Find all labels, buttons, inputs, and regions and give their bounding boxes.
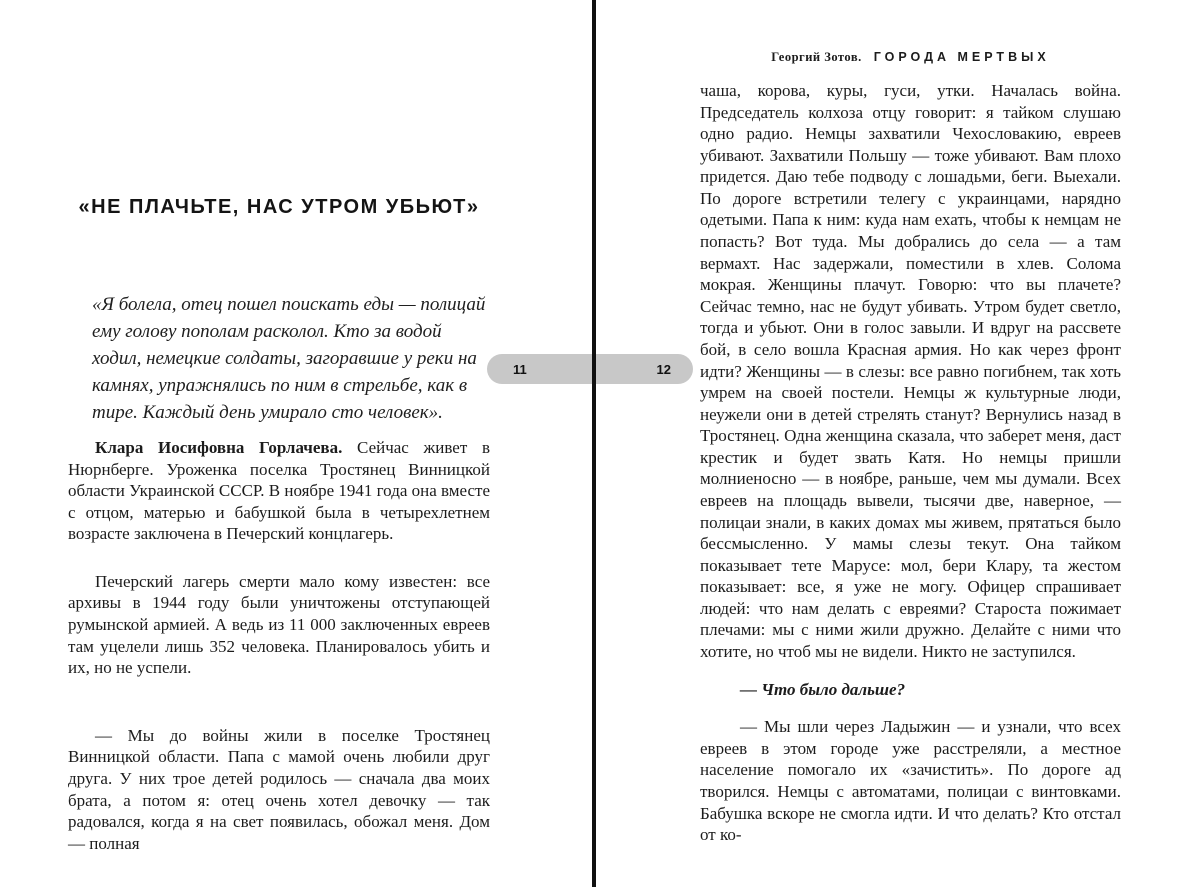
running-header	[700, 48, 1121, 66]
running-header-book-title: ГОРОДА МЕРТВЫХ	[873, 50, 1050, 64]
body-paragraph: — Мы до войны жили в поселке Тростянец Винницкой области. Папа с мамой очень любили друг друга. У них трое детей родилось — сначала два моих брата, а потом я: отец очень хотел девочку — так радовался, когда я на свет появилась, обожал меня. Дом — полная	[68, 725, 490, 853]
body-paragraph: чаша, корова, куры, гуси, утки. Началась война. Председатель колхоза отцу говорит: я тайком слушаю одно радио. Немцы захватили Чехословакию, евреев убивают. Захватили Польшу — тоже убивают. Вам плохо придется. Даю тебе подводу с лошадьми, беги. Выехали. По дороге встретили телегу с украинцами, нарядно одетыми. Папа к ним: куда нам ехать, чтобы к немцам не попасть? Вот туда. Мы добрались до села — а там вермахт. Нас задержали, поместили в хлев. Солома мокрая. Женщины плачут. Говорю: что вы плачете? Сейчас темно, нас не будут убивать. Утром будет светло, тогда и убьют. Они в голос завыли. И вдруг на рассвете бой, в село вошла Красная армия. Но как через фронт идти? Женщины — в слезы: все равно погибнем, так хоть умрем на своей постели. Немцы ж культурные люди, неужели они в детей стрелять станут? Вернулись назад в Тростянец. Одна женщина сказала, что заберет меня, даст крестик и будет звать Катя. Но немцы пришли молниеносно — в ноябре, раньше, чем мы думали. Всех евреев на площадь вывели, тысячи две, наверное, — полицаи знали, в каких домах мы живем, прятаться было бессмысленно. У мамы слезы текут. Она тайком показывает тете Марусе: мол, бери Клару, та жестом показывает: все, я уже не могу. Офицер спрашивает людей: что нам делать с евреями? Староста пожимает плечами: мы с ними жили дружно. Делайте с ними что хотите, но чтоб мы не видели. Никто не заступился.	[700, 81, 1121, 662]
page-number-band	[487, 354, 693, 384]
interview-question: — Что было дальше?	[740, 679, 906, 699]
intro-paragraph	[68, 437, 490, 545]
intro-text: Сейчас живет в Нюрнберге. Уроженка поселка Тростянец Винницкой области Украинской СССР. В ноябре 1941 года она вместе с отцом, матерью и бабушкой была в четырехлетнем возрасте заключена в Печерский концлагерь.	[68, 438, 491, 544]
person-name: Клара Иосифовна Горлачева.	[95, 438, 343, 457]
body-paragraph: Печерский лагерь смерти мало кому известен: все архивы в 1944 году были уничтожены отступающей румынской армией. А ведь из 11 000 заключенных евреев там уцелели лишь 352 человека. Планировалось убить и их, но не успели.	[68, 571, 490, 678]
body-paragraph: — Мы шли через Ладыжин — и узнали, что всех евреев в этом городе уже расстреляли, а местное население помогало их «зачистить». По дороге ад творился. Немцы с автоматами, полицаи с винтовками. Бабушка вскоре не смогла идти. И что делать? Кто отстал от ко-	[700, 717, 1121, 845]
chapter-title: «НЕ ПЛАЧЬТЕ, НАС УТРОМ УБЬЮТ»	[78, 196, 480, 218]
page-spine-divider	[592, 0, 596, 887]
page-right-body	[700, 80, 1121, 846]
running-header-author: Георгий Зотов.	[771, 50, 862, 64]
page-number-right: 12	[656, 361, 671, 377]
chapter-epigraph: «Я болела, отец пошел поискать еды — полицай ему голову пополам расколол. Кто за водой ходил, немецкие солдаты, загоравшие у реки на камнях, упражнялись по ним в стрельбе, как в тире. Каждый день умирало сто человек».	[92, 294, 486, 423]
page-number-left: 11	[513, 361, 527, 377]
page-left-body	[68, 437, 490, 854]
